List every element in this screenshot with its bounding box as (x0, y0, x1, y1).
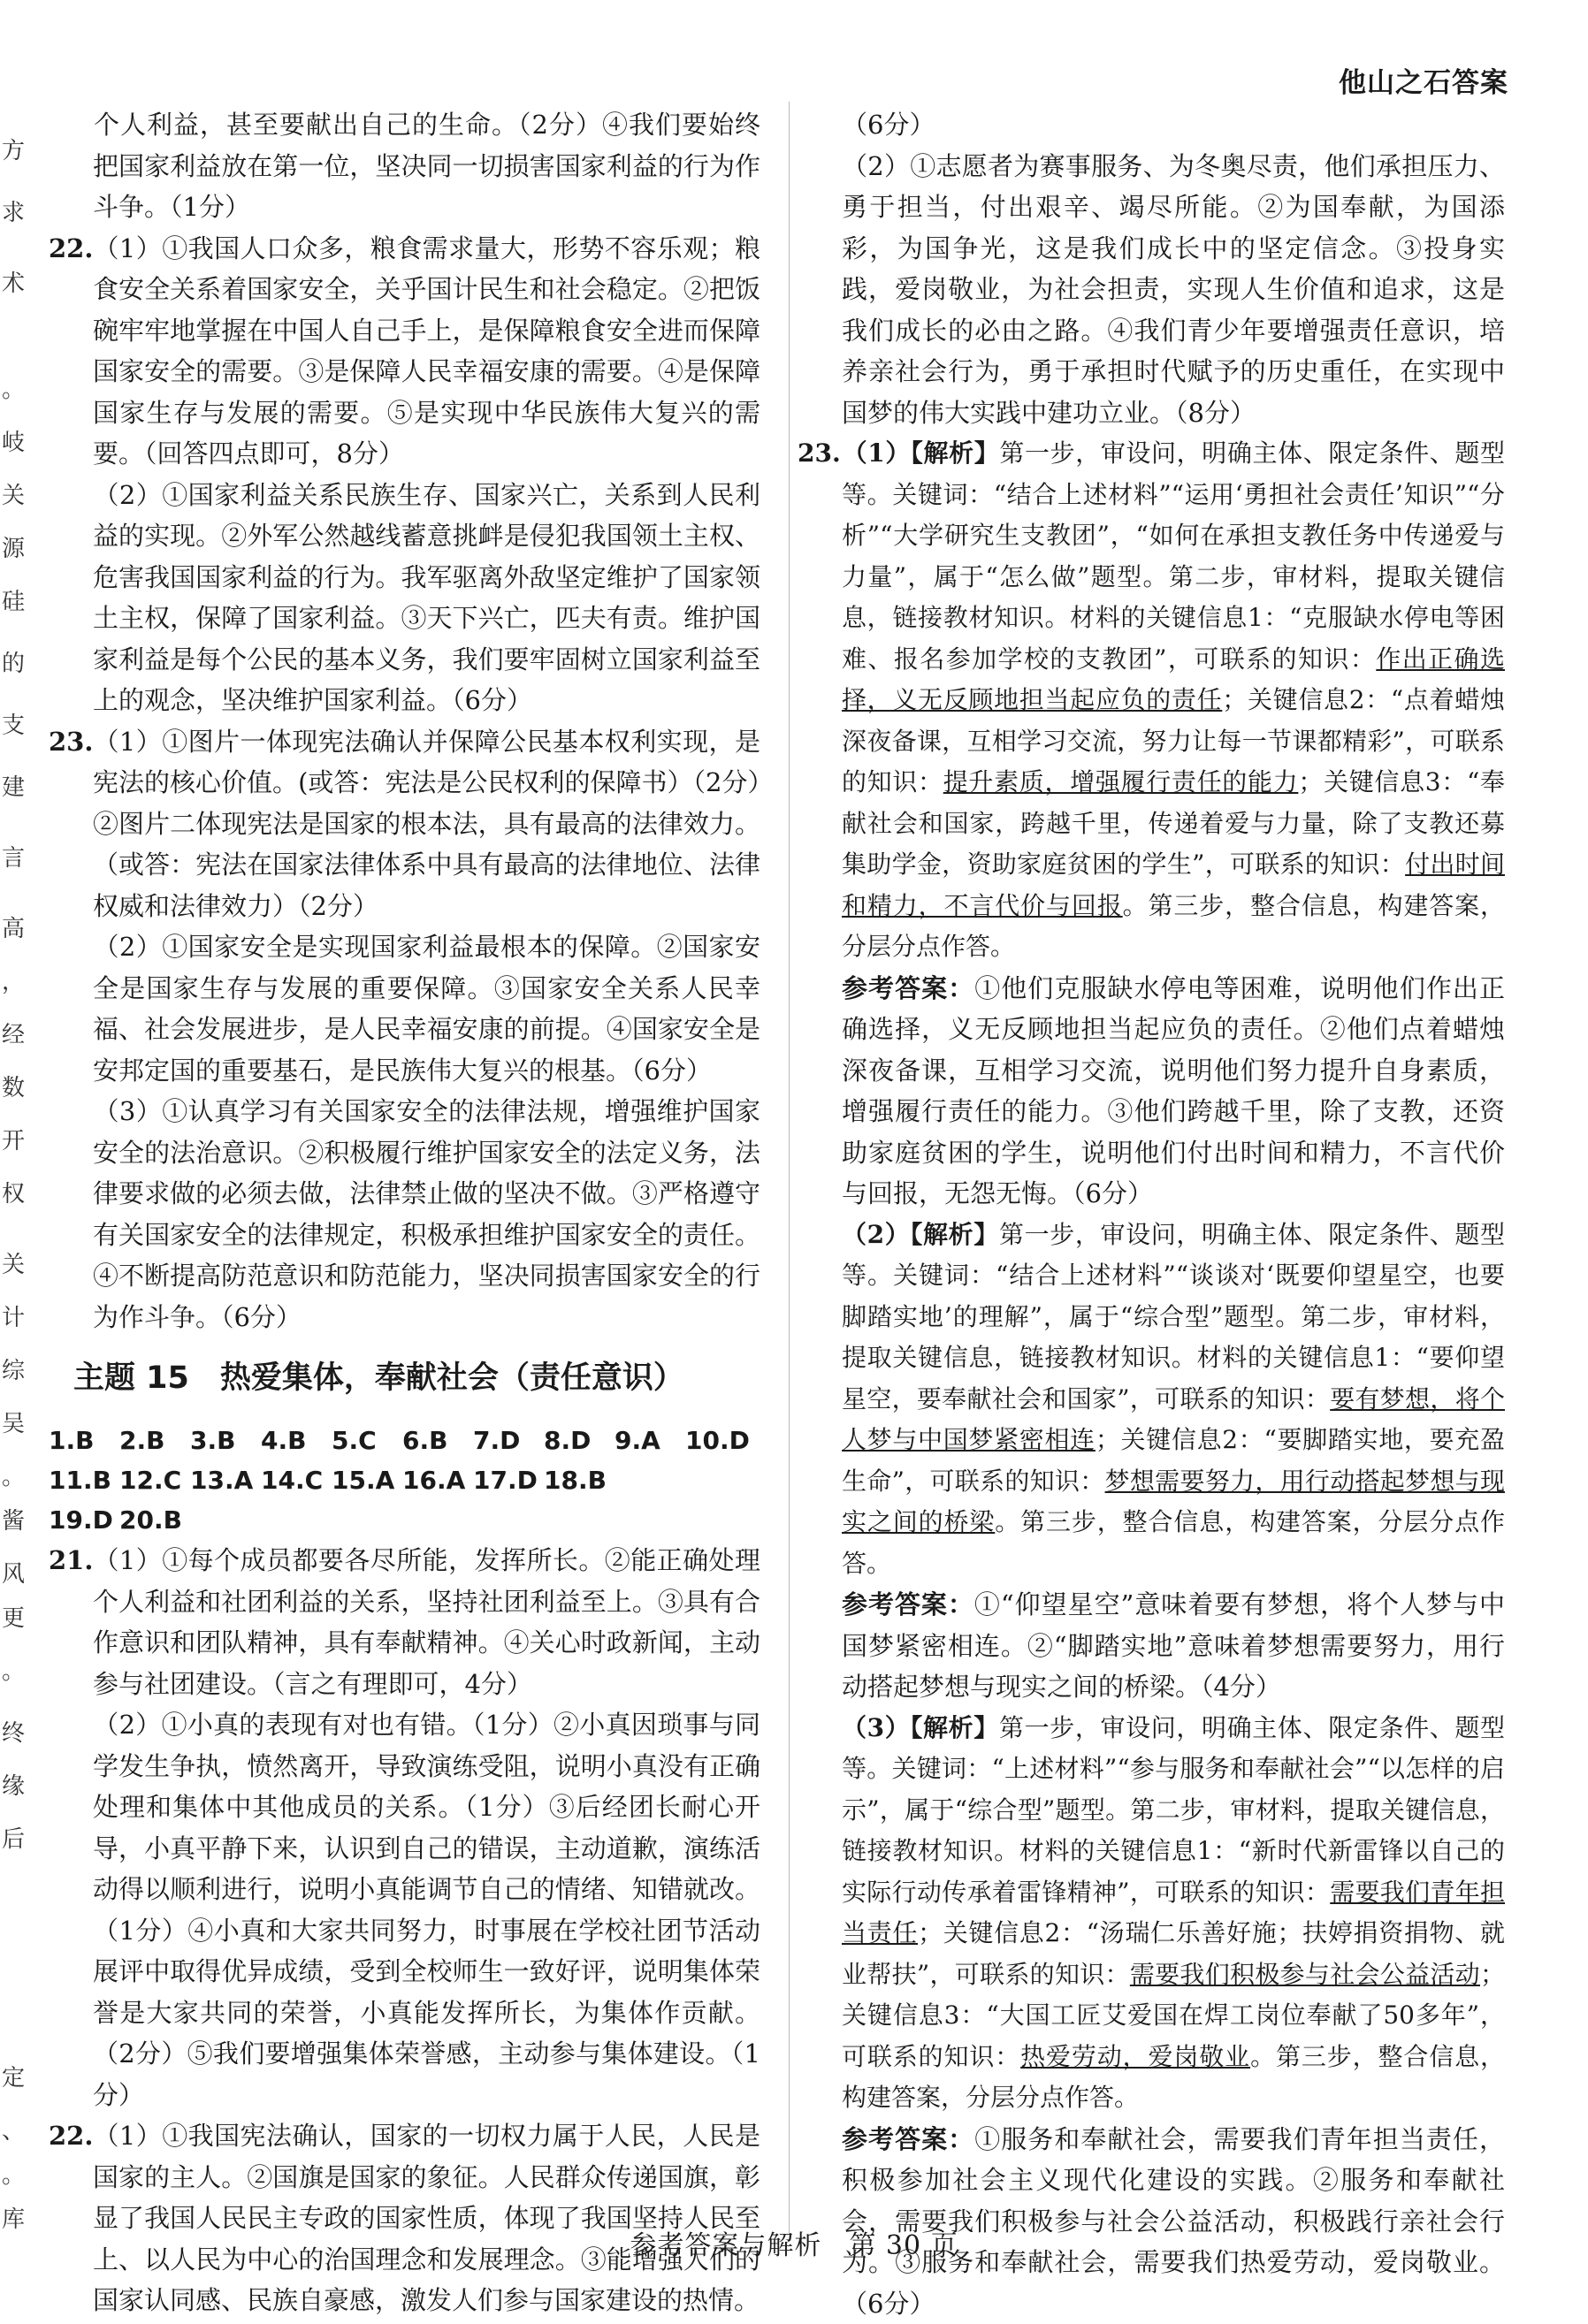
mc-row (49, 1460, 760, 1500)
edge-glyph: ， (2, 964, 25, 996)
edge-glyph: 经 (2, 1017, 25, 1049)
mc-answer: 14.C (261, 1460, 332, 1500)
mc-answer: 19.D (49, 1500, 119, 1540)
mc-answer: 3.B (190, 1421, 261, 1460)
edge-glyph: 计 (2, 1299, 25, 1332)
edge-glyph: 术 (2, 265, 25, 298)
edge-glyph: 方 (2, 133, 25, 165)
edge-glyph: 权 (2, 1176, 25, 1208)
mc-answer: 13.A (190, 1460, 261, 1500)
key-knowledge: 提升素质，增强履行责任的能力 (943, 767, 1299, 796)
edge-glyph: 源 (2, 530, 25, 563)
analysis-block: （2）【解析】第一步，审设问，明确主体、限定条件、题型等。关键词：“结合上述材料”“谈谈对‘既要仰望星空，也要脚踏实地’的理解”，属于“综合型”题型。第二步，审材料，提取关键信息，链接教材知识。材料的关键信息1：“要仰望星空，要奉献社会和国家”，可联系的知识：要有梦想，将个人梦与中国梦紧密相连；关键信息2：“要脚踏实地，要充盈生命”，可联系的知识：梦想需要努力，用行动搭起梦想与现实之间的桥梁。第三步，整合信息，构建答案，分层分点作答。 (798, 1215, 1505, 1585)
edge-glyph: 更 (2, 1600, 25, 1633)
mc-answer: 17.D (473, 1460, 544, 1500)
edge-glyph: 后 (2, 1821, 25, 1854)
reference-answer: 参考答案：①“仰望星空”意味着要有梦想，将个人梦与中国梦紧密相连。②“脚踏实地”意味着梦想需要努力，用行动搭起梦想与现实之间的桥梁。（4分） (798, 1584, 1505, 1708)
mc-answer: 10.D (685, 1421, 756, 1460)
analysis-block: （3）【解析】第一步，审设问，明确主体、限定条件、题型等。关键词：“上述材料”“参与服务和奉献社会”“以怎样的启示”，属于“综合型”题型。第二步，审材料，提取关键信息，链接教材知识。材料的关键信息1：“新时代新雷锋以自己的实际行动传承着雷锋精神”，可联系的知识：需要我们青年担当责任；关键信息2：“汤瑞仁乐善好施；扶婷捐资捐物、就业帮扶”，可联系的知识：需要我们积极参与社会公益活动；关键信息3：“大国工匠艾爱国在焊工岗位奉献了50多年”，可联系的知识：热爱劳动，爱岗敬业。第三步，整合信息，构建答案，分层分点作答。 (798, 1708, 1505, 2119)
edge-glyph: 、 (2, 2113, 25, 2145)
mc-answer: 18.B (544, 1460, 615, 1500)
edge-glyph: 。 (2, 1459, 25, 1491)
edge-glyph: 求 (2, 194, 25, 227)
mc-answer: 4.B (261, 1421, 332, 1460)
edge-glyph: 综 (2, 1352, 25, 1385)
key-knowledge: 热爱劳动，爱岗敬业 (1020, 2042, 1250, 2071)
mc-answer: 11.B (49, 1460, 119, 1500)
edge-glyph: 开 (2, 1123, 25, 1155)
edge-glyph: 建 (2, 769, 25, 802)
key-knowledge: 要有梦想，将个人梦与中国梦紧密相连 (842, 1384, 1505, 1455)
edge-glyph: 风 (2, 1556, 25, 1589)
edge-glyph: 缘 (2, 1768, 25, 1801)
answer-block: 22.（1）①我国宪法确认，国家的一切权力属于人民，人民是国家的主人。②国旗是国家的象征。人民群众传递国旗，彰显了我国人民民主专政的国家性质，体现了我国坚持人民至上、以人民为中心的治国理念和发展理念。③能增强人们的国家认同感、民族自豪感，激发人们参与国家建设的热情。 (49, 2115, 760, 2321)
column-divider (789, 102, 790, 2241)
edge-glyph: 定 (2, 2060, 25, 2092)
mc-answer: 8.D (544, 1421, 615, 1460)
edge-glyph: 关 (2, 477, 25, 510)
edge-glyph: 吴 (2, 1406, 25, 1438)
mc-answer: 16.A (402, 1460, 473, 1500)
left-edge-clipped-text (0, 0, 16, 2300)
mc-answer: 20.B (119, 1500, 190, 1540)
answer-block: （3）①认真学习有关国家安全的法律法规，增强维护国家安全的法治意识。②积极履行维护国家安全的法定义务，法律要求做的必须去做，法律禁止做的坚决不做。③严格遵守有关国家安全的法律规定，积极承担维护国家安全的责任。④不断提高防范意识和防范能力，坚决同损害国家安全的行为作斗争。（6分） (49, 1091, 760, 1337)
key-knowledge: 需要我们积极参与社会公益活动 (1130, 1960, 1480, 1989)
mc-answer: 15.A (332, 1460, 402, 1500)
edge-glyph: 高 (2, 911, 25, 943)
answer-block: （2）①国家安全是实现国家利益最根本的保障。②国家安全是国家生存与发展的重要保障。③国家安全关系人民幸福、社会发展进步，是人民幸福安康的前提。④国家安全是安邦定国的重要基石，是民族伟大复兴的根基。（6分） (49, 926, 760, 1091)
mc-answer: 9.A (615, 1421, 685, 1460)
right-column (798, 104, 1505, 2324)
analysis-block: 23.（1）【解析】第一步，审设问，明确主体、限定条件、题型等。关键词：“结合上述材料”“运用‘勇担社会责任’知识”“分析”“大学研究生支教团”，“如何在承担支教任务中传递爱与力量”，属于“怎么做”题型。第二步，审材料，提取关键信息，链接教材知识。材料的关键信息1：“克服缺水停电等困难、报名参加学校的支教团”，可联系的知识：作出正确选择，义无反顾地担当起应负的责任；关键信息2：“点着蜡烛深夜备课，互相学习交流，努力让每一节课都精彩”，可联系的知识：提升素质，增强履行责任的能力；关键信息3：“奉献社会和国家，跨越千里，传递着爱与力量，除了支教还募集助学金，资助家庭贫困的学生”，可联系的知识：付出时间和精力，不言代价与回报。第三步，整合信息，构建答案，分层分点作答。 (798, 433, 1505, 968)
key-knowledge: 作出正确选择，义无反顾地担当起应负的责任 (842, 644, 1505, 715)
answer-block: （6分） (798, 104, 1505, 146)
edge-glyph: 。 (2, 371, 25, 404)
answer-block: （2）①国家利益关系民族生存、国家兴亡，关系到人民利益的实现。②外军公然越线蓄意挑衅是侵犯我国领土主权、危害我国国家利益的行为。我军驱离外敌坚定维护了国家领土主权，保障了国家利益。③天下兴亡，匹夫有责。维护国家利益是每个公民的基本义务，我们要牢固树立国家利益至上的观念，坚决维护国家利益。（6分） (49, 475, 760, 721)
answer-block: （2）①小真的表现有对也有错。（1分）②小真因琐事与同学发生争执，愤然离开，导致演练受阻，说明小真没有正确处理和集体中其他成员的关系。（1分）③后经团长耐心开导，小真平静下来，认识到自己的错误，主动道歉，演练活动得以顺利进行，说明小真能调节自己的情绪、知错就改。（1分）④小真和大家共同努力，时事展在学校社团节活动展评中取得优异成绩，受到全校师生一致好评，说明集体荣誉是大家共同的荣誉，小真能发挥所长，为集体作贡献。（2分）⑤我们要增强集体荣誉感，主动参与集体建设。（1分） (49, 1704, 760, 2115)
edge-glyph: 。 (2, 1653, 25, 1686)
mc-answer: 7.D (473, 1421, 544, 1460)
edge-glyph: 关 (2, 1246, 25, 1279)
key-knowledge: 需要我们青年担当责任 (842, 1878, 1505, 1948)
reference-answer: 参考答案：①服务和奉献社会，需要我们青年担当责任，积极参加社会主义现代化建设的实践。②服务和奉献社会，需要我们积极参与社会公益活动，积极践行亲社会行为。③服务和奉献社会，需要我们热爱劳动，爱岗敬业。（6分） (798, 2119, 1505, 2324)
brand-title: 他山之石答案 (1339, 60, 1508, 100)
section-title: 主题 15 热爱集体，奉献社会（责任意识） (73, 1357, 760, 1399)
key-knowledge: 梦想需要努力，用行动搭起梦想与现实之间的桥梁 (842, 1467, 1505, 1537)
left-column (49, 104, 760, 2321)
edge-glyph: 的 (2, 645, 25, 678)
answer-block: （2）①志愿者为赛事服务、为冬奥尽责，他们承担压力、勇于担当，付出艰辛、竭尽所能。②为国奉献，为国添彩，为国争光，这是我们成长中的坚定信念。③投身实践，爱岗敬业，为社会担责，实现人生价值和追求，这是我们成长的必由之路。④我们青少年要增强责任意识，培养亲社会行为，勇于承担时代赋予的历史重任，在实现中国梦的伟大实践中建功立业。（8分） (798, 146, 1505, 434)
answer-block: 21.（1）①每个成员都要各尽所能，发挥所长。②能正确处理个人利益和社团利益的关系，坚持社团利益至上。③具有合作意识和团队精神，具有奉献精神。④关心时政新闻，主动参与社团建设。（言之有理即可，4分） (49, 1540, 760, 1704)
edge-glyph: 数 (2, 1070, 25, 1102)
mc-answer: 12.C (119, 1460, 190, 1500)
edge-glyph: 终 (2, 1715, 25, 1748)
mc-row (49, 1500, 760, 1540)
edge-glyph: 支 (2, 707, 25, 740)
answer-block: 22.（1）①我国人口众多，粮食需求量大，形势不容乐观；粮食安全关系着国家安全，关乎国计民生和社会稳定。②把饭碗牢牢地掌握在中国人自己手上，是保障粮食安全进而保障国家安全的需要。③是保障人民幸福安康的需要。④是保障国家生存与发展的需要。⑤是实现中华民族伟大复兴的需要。（回答四点即可，8分） (49, 228, 760, 475)
page-footer: 参考答案与解析 第 30 页 (0, 2223, 1588, 2262)
edge-glyph: 库 (2, 2201, 25, 2234)
mc-answer: 5.C (332, 1421, 402, 1460)
edge-glyph: 。 (2, 2157, 25, 2190)
multiple-choice-answers (49, 1421, 760, 1540)
answer-block: 个人利益，甚至要献出自己的生命。（2分）④我们要始终把国家利益放在第一位，坚决同一切损害国家利益的行为作斗争。（1分） (49, 104, 760, 228)
reference-answer: 参考答案：①他们克服缺水停电等困难，说明他们作出正确选择，义无反顾地担当起应负的责任。②他们点着蜡烛深夜备课，互相学习交流，说明他们努力提升自身素质，增强履行责任的能力。③他们跨越千里，除了支教，还资助家庭贫困的学生，说明他们付出时间和精力，不言代价与回报，无怨无悔。（6分） (798, 968, 1505, 1215)
edge-glyph: 硅 (2, 583, 25, 616)
mc-row (49, 1421, 760, 1460)
mc-answer: 2.B (119, 1421, 190, 1460)
edge-glyph: 酱 (2, 1503, 25, 1535)
mc-answer: 1.B (49, 1421, 119, 1460)
mc-answer: 6.B (402, 1421, 473, 1460)
edge-glyph: 言 (2, 840, 25, 872)
edge-glyph: 岐 (2, 424, 25, 457)
answer-block: 23.（1）①图片一体现宪法确认并保障公民基本权利实现，是宪法的核心价值。(或答：宪法是公民权利的保障书）（2分）②图片二体现宪法是国家的根本法，具有最高的法律效力。（或答：宪法在国家法律体系中具有最高的法律地位、法律权威和法律效力）（2分） (49, 721, 760, 927)
key-knowledge: 付出时间和精力，不言代价与回报 (842, 850, 1505, 920)
